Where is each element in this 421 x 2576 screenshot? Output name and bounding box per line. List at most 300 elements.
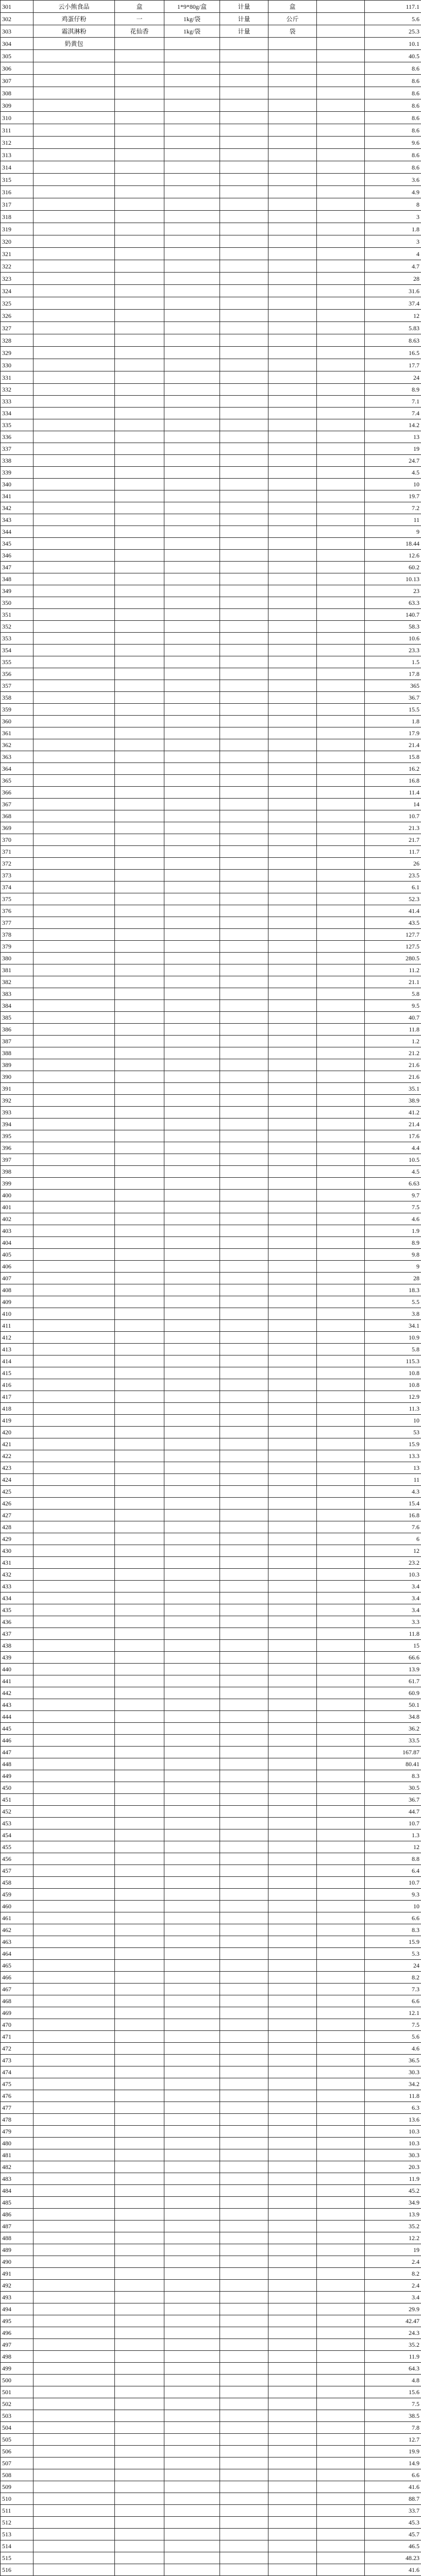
pricing-type-cell — [220, 1273, 268, 1284]
pricing-type-cell — [220, 645, 268, 656]
unit-cell — [268, 455, 317, 467]
brand-cell — [115, 1095, 164, 1107]
table-row — [1, 2173, 421, 2185]
note-cell — [317, 562, 365, 573]
unit-cell — [268, 310, 317, 322]
item-name-cell — [33, 2232, 115, 2244]
price-cell: 14.9 — [365, 2458, 421, 2469]
item-name-cell — [33, 419, 115, 431]
price-cell: 8.6 — [365, 99, 421, 112]
item-name-cell — [33, 149, 115, 161]
table-row — [1, 1912, 421, 1924]
note-cell — [317, 1557, 365, 1569]
table-row — [1, 645, 421, 656]
note-cell — [317, 1806, 365, 1818]
note-cell — [317, 186, 365, 198]
table-row — [1, 1592, 421, 1604]
row-number-cell: 468 — [1, 1995, 33, 2007]
spec-cell — [164, 1142, 220, 1154]
unit-cell — [268, 334, 317, 347]
pricing-type-cell — [220, 455, 268, 467]
spec-cell — [164, 1071, 220, 1083]
item-name-cell — [33, 75, 115, 87]
brand-cell — [115, 2351, 164, 2363]
item-name-cell — [33, 1450, 115, 1462]
pricing-type-cell — [220, 1912, 268, 1924]
note-cell — [317, 396, 365, 408]
row-number-cell: 391 — [1, 1083, 33, 1095]
price-cell: 11.8 — [365, 1628, 421, 1640]
price-cell: 15.4 — [365, 1498, 421, 1510]
brand-cell — [115, 359, 164, 371]
price-cell: 3.4 — [365, 1592, 421, 1604]
price-cell: 11.3 — [365, 1403, 421, 1415]
pricing-type-cell — [220, 1284, 268, 1296]
spec-cell — [164, 99, 220, 112]
item-name-cell — [33, 550, 115, 562]
row-number-cell: 445 — [1, 1723, 33, 1735]
pricing-type-cell — [220, 2066, 268, 2078]
unit-cell — [268, 562, 317, 573]
brand-cell — [115, 929, 164, 941]
unit-cell — [268, 1829, 317, 1841]
unit-cell — [268, 1379, 317, 1391]
pricing-type-cell — [220, 633, 268, 645]
price-cell: 1.9 — [365, 1225, 421, 1237]
item-name-cell — [33, 1403, 115, 1415]
table-row — [1, 964, 421, 976]
price-cell: 38.5 — [365, 2410, 421, 2422]
row-number-cell: 324 — [1, 285, 33, 297]
table-row — [1, 408, 421, 419]
brand-cell — [115, 645, 164, 656]
note-cell — [317, 988, 365, 1000]
item-name-cell — [33, 2422, 115, 2434]
item-name-cell — [33, 1604, 115, 1616]
note-cell — [317, 858, 365, 870]
brand-cell — [115, 1142, 164, 1154]
table-row — [1, 2114, 421, 2126]
brand-cell — [115, 1273, 164, 1284]
note-cell — [317, 2256, 365, 2268]
note-cell — [317, 235, 365, 248]
note-cell — [317, 1012, 365, 1024]
item-name-cell — [33, 1889, 115, 1901]
spec-cell — [164, 633, 220, 645]
table-row — [1, 775, 421, 787]
price-cell: 31.6 — [365, 285, 421, 297]
pricing-type-cell — [220, 1107, 268, 1118]
table-row — [1, 1699, 421, 1711]
item-name-cell — [33, 1166, 115, 1178]
row-number-cell: 386 — [1, 1024, 33, 1036]
brand-cell — [115, 2138, 164, 2149]
price-cell: 11.8 — [365, 2090, 421, 2102]
table-row — [1, 1237, 421, 1249]
row-number-cell: 509 — [1, 2481, 33, 2493]
price-cell: 23.5 — [365, 870, 421, 882]
brand-cell — [115, 988, 164, 1000]
pricing-type-cell — [220, 1047, 268, 1059]
brand-cell — [115, 1498, 164, 1510]
table-row — [1, 13, 421, 25]
table-row — [1, 443, 421, 455]
price-cell: 4.4 — [365, 1142, 421, 1154]
brand-cell — [115, 1415, 164, 1427]
price-cell: 127.5 — [365, 941, 421, 953]
price-cell: 10.3 — [365, 2138, 421, 2149]
spec-cell — [164, 455, 220, 467]
row-number-cell: 436 — [1, 1616, 33, 1628]
row-number-cell: 365 — [1, 775, 33, 787]
price-cell: 8.3 — [365, 1770, 421, 1782]
pricing-type-cell — [220, 1403, 268, 1415]
note-cell — [317, 1628, 365, 1640]
item-name-cell — [33, 751, 115, 763]
brand-cell — [115, 297, 164, 310]
unit-cell — [268, 1581, 317, 1592]
price-cell: 5.6 — [365, 2031, 421, 2043]
table-row — [1, 2090, 421, 2102]
row-number-cell: 335 — [1, 419, 33, 431]
spec-cell — [164, 2540, 220, 2552]
unit-cell — [268, 1510, 317, 1521]
table-row — [1, 763, 421, 775]
pricing-type-cell — [220, 1806, 268, 1818]
row-number-cell: 508 — [1, 2469, 33, 2481]
note-cell — [317, 2375, 365, 2386]
brand-cell — [115, 2173, 164, 2185]
brand-cell — [115, 1403, 164, 1415]
item-name-cell — [33, 609, 115, 621]
price-cell: 10.9 — [365, 1332, 421, 1344]
price-cell: 12 — [365, 1841, 421, 1853]
unit-cell — [268, 1806, 317, 1818]
pricing-type-cell — [220, 929, 268, 941]
brand-cell — [115, 1984, 164, 1995]
spec-cell — [164, 1972, 220, 1984]
item-name-cell — [33, 763, 115, 775]
item-name-cell — [33, 964, 115, 976]
spec-cell — [164, 727, 220, 739]
note-cell — [317, 1758, 365, 1770]
unit-cell — [268, 1758, 317, 1770]
brand-cell — [115, 186, 164, 198]
pricing-type-cell — [220, 431, 268, 443]
table-row — [1, 2481, 421, 2493]
unit-cell — [268, 1071, 317, 1083]
item-name-cell — [33, 893, 115, 905]
note-cell — [317, 1829, 365, 1841]
price-cell: 40.5 — [365, 50, 421, 62]
item-name-cell — [33, 371, 115, 384]
note-cell — [317, 668, 365, 680]
unit-cell — [268, 1415, 317, 1427]
price-cell: 7.6 — [365, 1521, 421, 1533]
row-number-cell: 349 — [1, 585, 33, 597]
unit-cell — [268, 62, 317, 75]
price-cell: 8.6 — [365, 149, 421, 161]
price-cell: 41.6 — [365, 2564, 421, 2576]
unit-cell — [268, 443, 317, 455]
pricing-type-cell — [220, 1604, 268, 1616]
note-cell — [317, 443, 365, 455]
brand-cell — [115, 1687, 164, 1699]
spec-cell — [164, 2031, 220, 2043]
row-number-cell: 329 — [1, 347, 33, 359]
unit-cell — [268, 2019, 317, 2031]
note-cell — [317, 490, 365, 502]
pricing-type-cell — [220, 1237, 268, 1249]
pricing-type-cell — [220, 727, 268, 739]
unit-cell — [268, 953, 317, 964]
price-cell: 24.7 — [365, 455, 421, 467]
item-name-cell — [33, 1225, 115, 1237]
table-row — [1, 976, 421, 988]
brand-cell — [115, 1604, 164, 1616]
pricing-type-cell — [220, 2292, 268, 2303]
note-cell — [317, 2315, 365, 2327]
price-cell: 34.1 — [365, 1320, 421, 1332]
pricing-type-cell — [220, 775, 268, 787]
row-number-cell: 514 — [1, 2540, 33, 2552]
item-name-cell — [33, 347, 115, 359]
unit-cell — [268, 1012, 317, 1024]
price-cell: 3 — [365, 235, 421, 248]
item-name-cell — [33, 1296, 115, 1308]
brand-cell — [115, 1154, 164, 1166]
spec-cell — [164, 1427, 220, 1438]
pricing-type-cell — [220, 1510, 268, 1521]
note-cell — [317, 893, 365, 905]
item-name-cell — [33, 2529, 115, 2540]
brand-cell — [115, 834, 164, 846]
brand-cell — [115, 1249, 164, 1261]
pricing-type-cell — [220, 1355, 268, 1367]
note-cell — [317, 1000, 365, 1012]
item-name-cell — [33, 2327, 115, 2339]
unit-cell — [268, 1735, 317, 1747]
table-row — [1, 2149, 421, 2161]
brand-cell — [115, 1889, 164, 1901]
brand-cell — [115, 1758, 164, 1770]
brand-cell — [115, 2375, 164, 2386]
item-name-cell — [33, 1237, 115, 1249]
table-row — [1, 1758, 421, 1770]
spec-cell — [164, 1735, 220, 1747]
price-cell: 8.63 — [365, 334, 421, 347]
pricing-type-cell — [220, 2339, 268, 2351]
row-number-cell: 424 — [1, 1474, 33, 1486]
brand-cell — [115, 1853, 164, 1865]
brand-cell — [115, 585, 164, 597]
note-cell — [317, 1166, 365, 1178]
price-cell: 8.9 — [365, 384, 421, 396]
brand-cell — [115, 2185, 164, 2197]
item-name-cell — [33, 2221, 115, 2232]
row-number-cell: 306 — [1, 62, 33, 75]
spec-cell — [164, 1403, 220, 1415]
item-name-cell — [33, 322, 115, 334]
pricing-type-cell — [220, 2232, 268, 2244]
note-cell — [317, 1213, 365, 1225]
row-number-cell: 462 — [1, 1924, 33, 1936]
price-cell: 21.6 — [365, 1071, 421, 1083]
unit-cell — [268, 526, 317, 538]
item-name-cell — [33, 334, 115, 347]
unit-cell — [268, 550, 317, 562]
price-cell: 1.3 — [365, 1829, 421, 1841]
spec-cell — [164, 573, 220, 585]
note-cell — [317, 597, 365, 609]
unit-cell: 盒 — [268, 1, 317, 13]
pricing-type-cell — [220, 692, 268, 704]
note-cell — [317, 1984, 365, 1995]
pricing-type-cell — [220, 1249, 268, 1261]
table-row — [1, 334, 421, 347]
unit-cell — [268, 273, 317, 285]
price-cell: 64.3 — [365, 2363, 421, 2375]
note-cell — [317, 905, 365, 917]
spec-cell — [164, 870, 220, 882]
note-cell — [317, 1047, 365, 1059]
spec-cell — [164, 1261, 220, 1273]
note-cell — [317, 2019, 365, 2031]
item-name-cell — [33, 1865, 115, 1877]
table-row — [1, 1984, 421, 1995]
spec-cell — [164, 585, 220, 597]
spec-cell — [164, 1758, 220, 1770]
note-cell — [317, 2244, 365, 2256]
price-cell: 46.5 — [365, 2540, 421, 2552]
brand-cell — [115, 1640, 164, 1652]
spec-cell — [164, 526, 220, 538]
spec-cell — [164, 2043, 220, 2055]
item-name-cell — [33, 2458, 115, 2469]
pricing-type-cell — [220, 1438, 268, 1450]
table-row — [1, 1995, 421, 2007]
note-cell — [317, 526, 365, 538]
pricing-type-cell — [220, 1178, 268, 1190]
table-row — [1, 2375, 421, 2386]
table-row — [1, 2066, 421, 2078]
unit-cell — [268, 727, 317, 739]
item-name-cell — [33, 1142, 115, 1154]
price-cell: 9 — [365, 526, 421, 538]
spec-cell — [164, 2315, 220, 2327]
pricing-type-cell — [220, 846, 268, 858]
spec-cell — [164, 1498, 220, 1510]
brand-cell — [115, 656, 164, 668]
price-cell: 35.2 — [365, 2339, 421, 2351]
unit-cell — [268, 1747, 317, 1758]
spec-cell — [164, 1059, 220, 1071]
item-name-cell — [33, 799, 115, 810]
pricing-type-cell — [220, 1818, 268, 1829]
spec-cell — [164, 1237, 220, 1249]
unit-cell — [268, 1533, 317, 1545]
row-number-cell: 457 — [1, 1865, 33, 1877]
brand-cell — [115, 1059, 164, 1071]
item-name-cell — [33, 1592, 115, 1604]
item-name-cell — [33, 1249, 115, 1261]
unit-cell — [268, 2232, 317, 2244]
item-name-cell — [33, 50, 115, 62]
unit-cell — [268, 1190, 317, 1201]
row-number-cell: 404 — [1, 1237, 33, 1249]
table-row — [1, 2339, 421, 2351]
row-number-cell: 381 — [1, 964, 33, 976]
unit-cell — [268, 2552, 317, 2564]
unit-cell — [268, 2540, 317, 2552]
note-cell — [317, 1924, 365, 1936]
brand-cell — [115, 2221, 164, 2232]
note-cell — [317, 882, 365, 893]
item-name-cell — [33, 621, 115, 633]
price-cell: 23.3 — [365, 645, 421, 656]
note-cell — [317, 1735, 365, 1747]
row-number-cell: 466 — [1, 1972, 33, 1984]
table-row — [1, 1581, 421, 1592]
note-cell — [317, 1533, 365, 1545]
table-row — [1, 1545, 421, 1557]
item-name-cell — [33, 198, 115, 211]
row-number-cell: 337 — [1, 443, 33, 455]
unit-cell — [268, 1332, 317, 1344]
pricing-type-cell — [220, 2007, 268, 2019]
table-row — [1, 1166, 421, 1178]
unit-cell — [268, 1723, 317, 1735]
price-cell: 33.7 — [365, 2505, 421, 2517]
brand-cell — [115, 787, 164, 799]
table-row — [1, 1498, 421, 1510]
item-name-cell — [33, 1498, 115, 1510]
spec-cell — [164, 1166, 220, 1178]
brand-cell — [115, 198, 164, 211]
spec-cell — [164, 1095, 220, 1107]
brand-cell — [115, 2363, 164, 2375]
spec-cell — [164, 1332, 220, 1344]
price-cell: 45.3 — [365, 2517, 421, 2529]
table-row — [1, 1936, 421, 1948]
table-row — [1, 359, 421, 371]
unit-cell — [268, 1142, 317, 1154]
unit-cell — [268, 1545, 317, 1557]
pricing-type-cell — [220, 822, 268, 834]
row-number-cell: 470 — [1, 2019, 33, 2031]
unit-cell — [268, 2386, 317, 2398]
table-row — [1, 431, 421, 443]
note-cell — [317, 538, 365, 550]
item-name-cell — [33, 810, 115, 822]
row-number-cell: 467 — [1, 1984, 33, 1995]
row-number-cell: 392 — [1, 1095, 33, 1107]
row-number-cell: 510 — [1, 2493, 33, 2505]
unit-cell — [268, 1261, 317, 1273]
item-name-cell — [33, 870, 115, 882]
brand-cell — [115, 124, 164, 137]
note-cell — [317, 1107, 365, 1118]
pricing-type-cell — [220, 285, 268, 297]
brand-cell — [115, 882, 164, 893]
item-name-cell — [33, 2517, 115, 2529]
price-cell: 9.3 — [365, 1889, 421, 1901]
table-row — [1, 285, 421, 297]
unit-cell — [268, 1640, 317, 1652]
unit-cell — [268, 419, 317, 431]
pricing-type-cell — [220, 1308, 268, 1320]
spec-cell — [164, 502, 220, 514]
